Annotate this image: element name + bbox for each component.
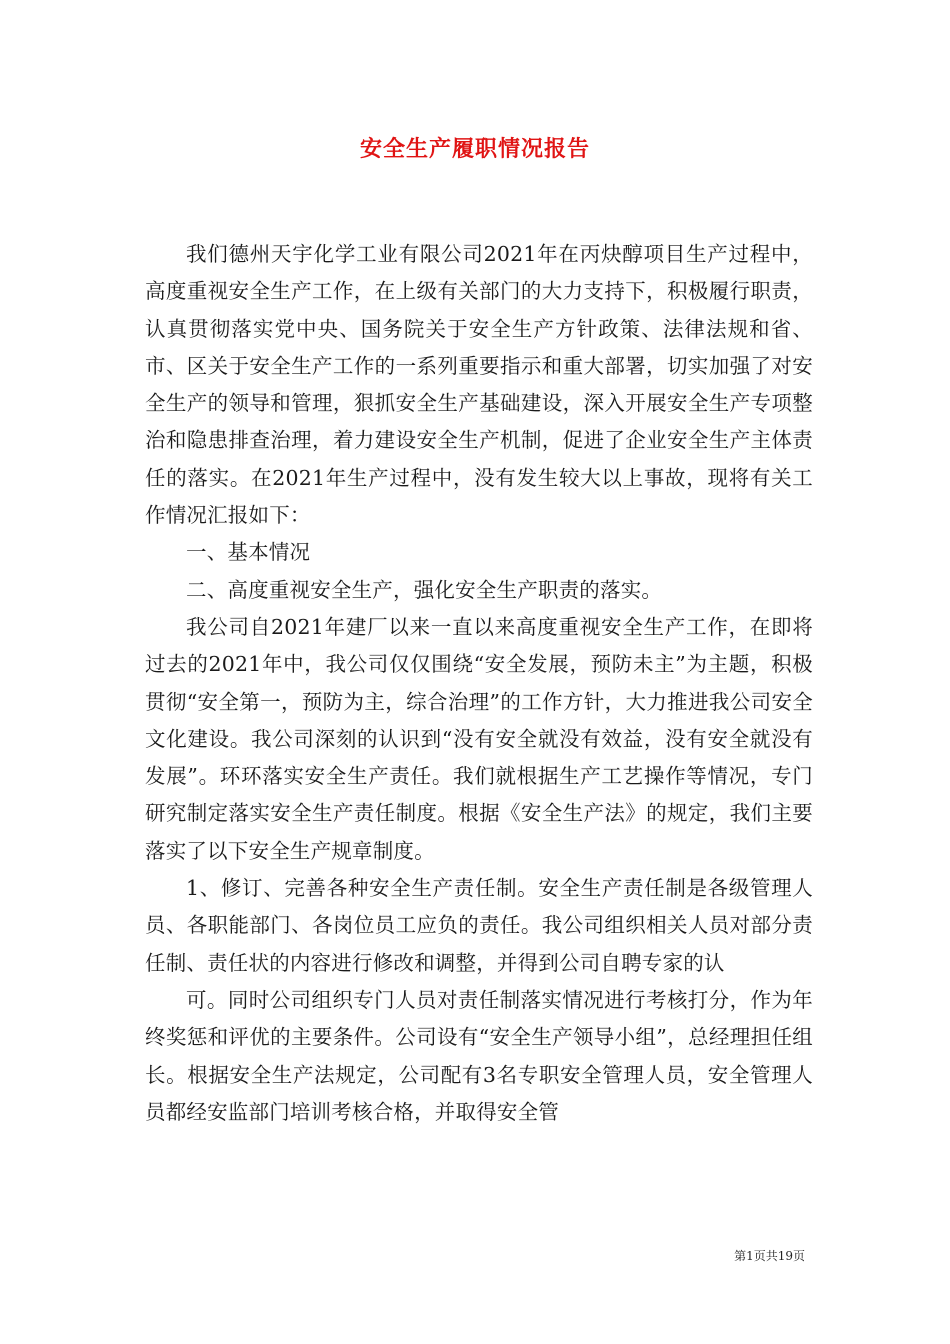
paragraph-company-history: 我公司自2021年建厂以来一直以来高度重视安全生产工作，在即将过去的2021年中，我公司仅仅围绕“安全发展，预防未主”为主题，积极贯彻“安全第一，预防为主，综合治理”的工作方针，大力推进我公司安全文化建设。我公司深刻的认识到“没有安全就没有效益，没有安全就没有发展”。环环落实安全生产责任。我们就根据生产工艺操作等情况，专门研究制定落实安全生产责任制度。根据《安全生产法》的规定，我们主要落实了以下安全生产规章制度。 <box>145 614 813 863</box>
paragraph-continuation: 可。同时公司组织专门人员对责任制落实情况进行考核打分，作为年终奖惩和评优的主要条件。公司设有“安全生产领导小组”，总经理担任组长。根据安全生产法规定，公司配有3名专职安全管理人员，安全管理人员都经安监部门培训考核合格，并取得安全管 <box>145 987 813 1124</box>
document-body <box>145 236 813 1131</box>
section-heading-basic: 一、基本情况 <box>186 540 311 565</box>
section-heading-emphasis: 二、高度重视安全生产，强化安全生产职责的落实。 <box>186 577 663 602</box>
document-title: 安全生产履职情况报告 <box>359 136 590 162</box>
paragraph-item-1: 1、修订、完善各种安全生产责任制。安全生产责任制是各级管理人员、各职能部门、各岗位员工应负的责任。我公司组织相关人员对部分责任制、责任状的内容进行修改和调整，并得到公司自聘专家的认 <box>145 876 813 975</box>
page-number: 第1页共19页 <box>734 1249 805 1263</box>
paragraph-intro: 我们德州天宇化学工业有限公司2021年在丙炔醇项目生产过程中，高度重视安全生产工作，在上级有关部门的大力支持下，积极履行职责，认真贯彻落实党中央、国务院关于安全生产方针政策、法律法规和省、市、区关于安全生产工作的一系列重要指示和重大部署，切实加强了对安全生产的领导和管理，狠抓安全生产基础建设，深入开展安全生产专项整治和隐患排查治理，着力建设安全生产机制，促进了企业安全生产主体责任的落实。在2021年生产过程中，没有发生较大以上事故，现将有关工作情况汇报如下： <box>145 242 813 528</box>
